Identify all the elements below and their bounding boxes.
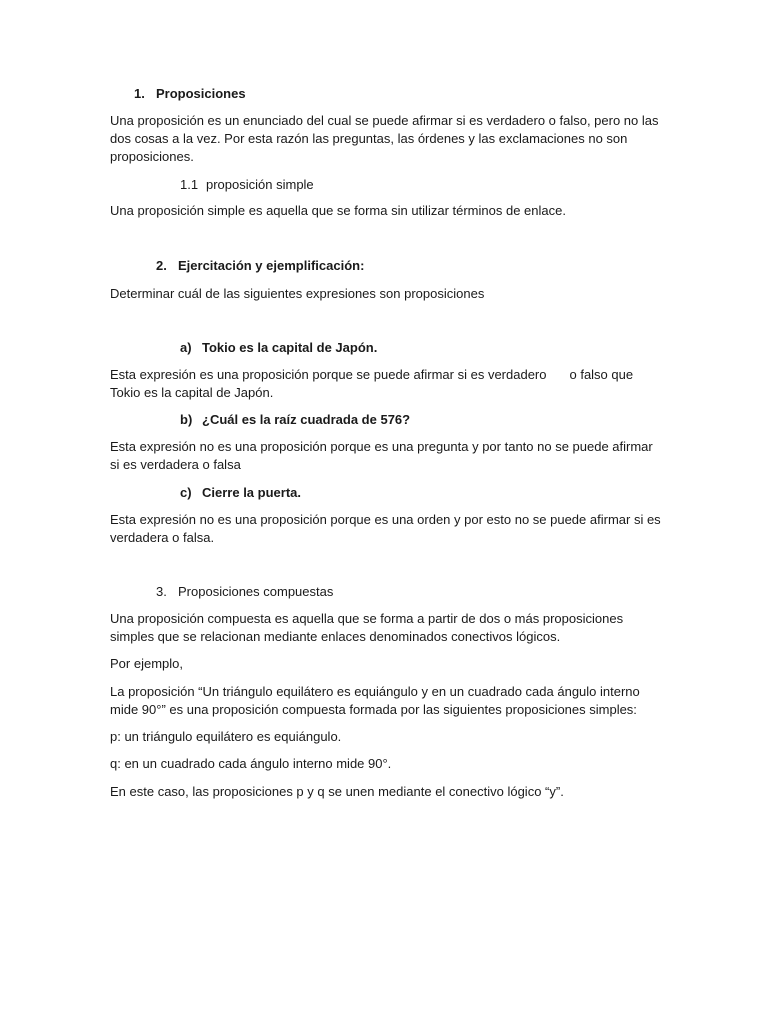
paragraph-text: o falso que (569, 367, 634, 382)
paragraph-line: mide 90°” es una proposición compuesta formada por las siguientes proposiciones simples: (110, 702, 637, 717)
item-letter: a) (180, 340, 192, 355)
paragraph-line: dos cosas a la vez. Por esta razón las preguntas, las órdenes y las exclamaciones no son (110, 131, 628, 146)
paragraph-line: La proposición “Un triángulo equilátero es equiángulo y en un cuadrado cada ángulo interno (110, 684, 640, 699)
paragraph-line: si es verdadera o falsa (110, 457, 241, 472)
heading-title: Proposiciones (156, 86, 246, 101)
subheading-proposicion-simple (180, 176, 314, 194)
item-letter: b) (180, 412, 193, 427)
heading-ejercitacion (156, 257, 364, 275)
heading-number: 3. (156, 584, 167, 599)
paragraph-line: verdadera o falsa. (110, 530, 215, 545)
heading-proposiciones (134, 85, 246, 103)
paragraph-line: Una proposición es un enunciado del cual se puede afirmar si es verdadero o falso, pero no las (110, 113, 659, 128)
heading-number: 1. (134, 86, 145, 101)
item-letter: c) (180, 485, 192, 500)
heading-title: Ejercitación y ejemplificación: (178, 258, 365, 273)
paragraph-line: Tokio es la capital de Japón. (110, 385, 274, 400)
paragraph-line: Una proposición simple es aquella que se forma sin utilizar términos de enlace. (110, 203, 566, 218)
paragraph-line: Esta expresión no es una proposición porque es una orden y por esto no se puede afirmar si es (110, 512, 661, 527)
heading-title: Proposiciones compuestas (178, 584, 334, 599)
example-intro: Por ejemplo, (110, 656, 183, 671)
conclusion: En este caso, las proposiciones p y q se unen mediante el conectivo lógico “y”. (110, 784, 564, 799)
item-a-heading (180, 339, 377, 357)
paragraph-line: proposiciones. (110, 149, 194, 164)
exercise-intro: Determinar cuál de las siguientes expresiones son proposiciones (110, 286, 485, 301)
paragraph-text: Esta expresión es una proposición porque se puede afirmar si es verdadero (110, 367, 547, 382)
item-title: Cierre la puerta. (202, 485, 301, 500)
subheading-number: 1.1 (180, 177, 199, 192)
proposition-p: p: un triángulo equilátero es equiángulo. (110, 729, 342, 744)
item-title: Tokio es la capital de Japón. (202, 340, 378, 355)
paragraph-line: simples que se relacionan mediante enlaces denominados conectivos lógicos. (110, 629, 561, 644)
item-title: ¿Cuál es la raíz cuadrada de 576? (202, 412, 411, 427)
paragraph-line (110, 366, 633, 384)
item-c-heading (180, 484, 301, 502)
heading-proposiciones-compuestas (156, 583, 333, 601)
heading-number: 2. (156, 258, 167, 273)
subheading-title: proposición simple (206, 177, 314, 192)
paragraph-line: Una proposición compuesta es aquella que se forma a partir de dos o más proposiciones (110, 611, 624, 626)
proposition-q: q: en un cuadrado cada ángulo interno mide 90°. (110, 756, 392, 771)
item-b-heading (180, 411, 410, 429)
paragraph-line: Esta expresión no es una proposición porque es una pregunta y por tanto no se puede afirmar (110, 439, 653, 454)
